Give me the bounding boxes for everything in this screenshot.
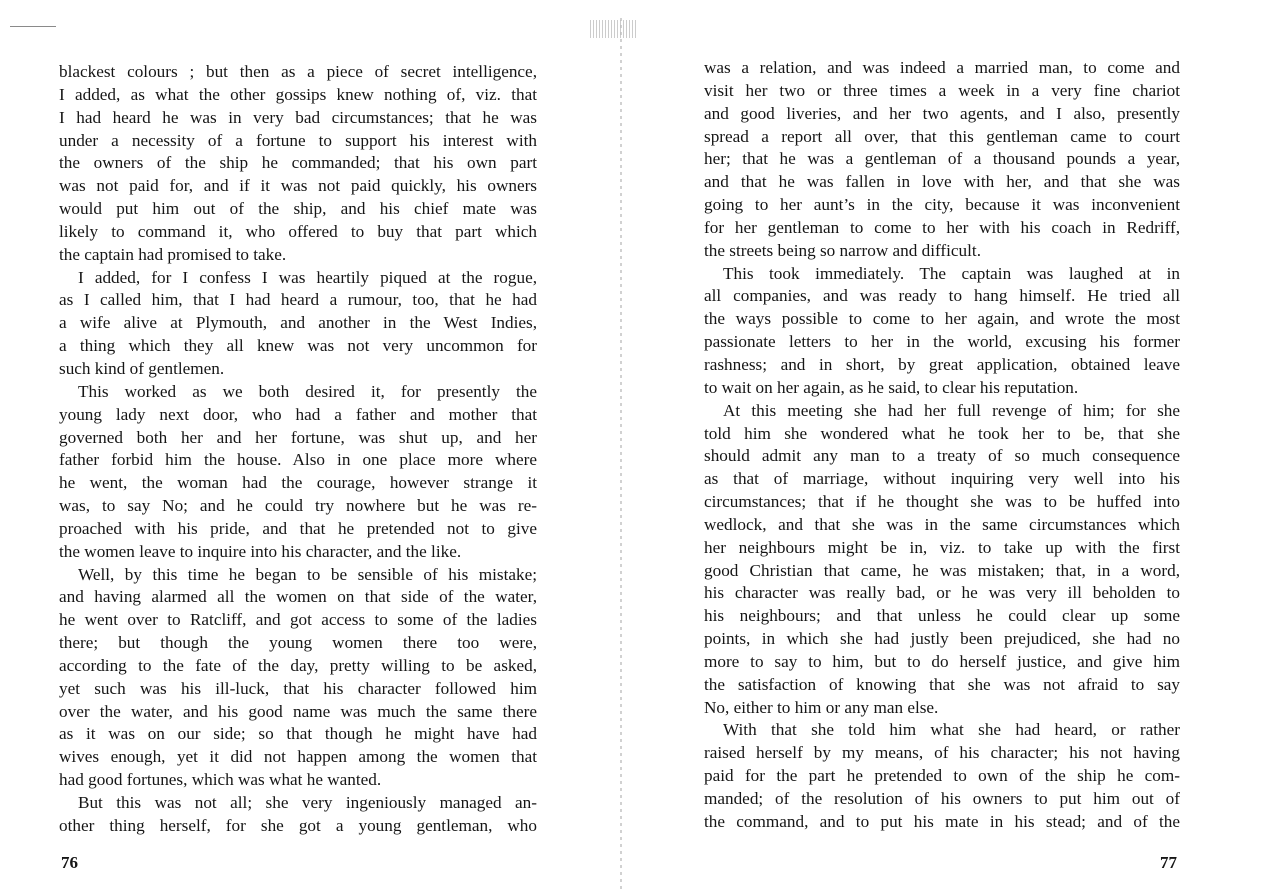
text-line: This took immediately. The captain was laughed at in xyxy=(723,263,1180,283)
text-line: her; that he was a gentleman of a thousand pounds a year, xyxy=(704,149,1180,169)
text-line: he went, the woman had the courage, however strange it xyxy=(59,473,537,493)
text-line: he went over to Ratcliff, and got access to some of the ladies xyxy=(59,610,537,630)
page-edge-mark xyxy=(10,26,56,27)
text-line: Well, by this time he began to be sensible of his mistake; xyxy=(78,564,537,584)
text-line: the satisfaction of knowing that she was not afraid to say xyxy=(704,674,1180,694)
text-line: good Christian that came, he was mistaken; that, in a word, xyxy=(704,560,1180,580)
text-line: proached with his pride, and that he pretended not to give xyxy=(59,518,537,538)
text-line: wives enough, yet it did not happen among the women that xyxy=(59,747,537,767)
text-line: as I called him, that I had heard a rumour, too, that he had xyxy=(59,290,537,310)
text-line: passionate letters to her in the world, excusing his former xyxy=(704,332,1180,352)
text-line: such kind of gentlemen. xyxy=(59,358,225,378)
page-number: 76 xyxy=(61,853,78,872)
text-line: the ways possible to come to her again, and wrote the most xyxy=(704,309,1180,329)
text-line: her neighbours might be in, viz. to take up with the first xyxy=(704,537,1180,557)
text-line: going to her aunt’s in the city, because it was inconvenient xyxy=(704,195,1180,215)
text-line: as it was on our side; so that though he might have had xyxy=(59,724,537,744)
text-line: the owners of the ship he commanded; that his own part xyxy=(59,153,537,173)
text-line: over the water, and his good name was much the same there xyxy=(59,701,537,721)
text-line: should admit any man to a treaty of so much consequence xyxy=(704,446,1180,466)
text-line: But this was not all; she very ingeniously managed an- xyxy=(78,793,537,812)
text-line: other thing herself, for she got a young gentleman, who xyxy=(59,815,537,835)
text-line: his character was really bad, or he was very ill beholden to xyxy=(704,583,1180,603)
text-line: more to say to him, but to do herself justice, and give him xyxy=(704,651,1180,671)
text-line: for her gentleman to come to her with his coach in Redriff, xyxy=(704,217,1180,237)
text-line: and that he was fallen in love with her, and that she was xyxy=(704,172,1180,192)
text-line: I added, for I confess I was heartily piqued at the rogue, xyxy=(78,267,537,287)
text-line: was not paid for, and if it was not paid quickly, his owners xyxy=(59,176,537,196)
text-line: I added, as what the other gossips knew nothing of, viz. that xyxy=(59,84,537,104)
text-line: was, to say No; and he could try nowhere but he was re- xyxy=(59,496,537,516)
text-line: there; but though the young women there too were, xyxy=(59,633,537,653)
text-line: told him she wondered what he took her to be, that she xyxy=(704,423,1180,443)
text-line: had good fortunes, which was what he wanted. xyxy=(59,770,382,790)
text-line: a wife alive at Plymouth, and another in the West Indies, xyxy=(59,313,537,333)
text-line: father forbid him the house. Also in one place more where xyxy=(59,450,537,470)
text-line: At this meeting she had her full revenge of him; for she xyxy=(723,400,1180,420)
text-line: the women leave to inquire into his character, and the like. xyxy=(59,541,462,561)
text-line: raised herself by my means, of his character; his not having xyxy=(704,743,1180,763)
text-line: would put him out of the ship, and his chief mate was xyxy=(59,199,537,219)
text-line: I had heard he was in very bad circumstances; that he was xyxy=(59,107,537,127)
text-line: his neighbours; and that unless he could clear up some xyxy=(704,606,1180,626)
text-line: as that of marriage, without inquiring very well into his xyxy=(704,469,1180,489)
text-line: a thing which they all knew was not very uncommon for xyxy=(59,336,537,356)
text-line: governed both her and her fortune, was shut up, and her xyxy=(59,427,537,447)
text-line: likely to command it, who offered to buy that part which xyxy=(59,221,537,241)
text-line: was a relation, and was indeed a married man, to come and xyxy=(704,58,1180,77)
text-line: points, in which she had justly been prejudiced, she had no xyxy=(704,629,1180,649)
text-line: the command, and to put his mate in his stead; and of the xyxy=(704,811,1180,831)
text-line: This worked as we both desired it, for presently the xyxy=(78,381,537,401)
text-line: young lady next door, who had a father and mother that xyxy=(59,404,537,424)
text-line: No, either to him or any man else. xyxy=(704,697,939,717)
text-line: yet such was his ill-luck, that his character followed him xyxy=(59,678,537,698)
left-page-text xyxy=(59,61,537,838)
page-number: 77 xyxy=(1160,853,1177,872)
gutter-fold xyxy=(620,18,622,893)
text-line: and having alarmed all the women on that side of the water, xyxy=(59,587,537,607)
right-page xyxy=(624,0,1264,893)
text-line: spread a report all over, that this gentleman came to court xyxy=(704,126,1180,146)
text-line: circumstances; that if he thought she was to be huffed into xyxy=(704,492,1180,512)
text-line: under a necessity of a fortune to support his interest with xyxy=(59,130,537,150)
right-page-text xyxy=(704,57,1180,834)
text-line: wedlock, and that she was in the same circumstances which xyxy=(704,514,1180,534)
text-line: paid for the part he pretended to own of the ship he com- xyxy=(704,766,1180,786)
text-line: With that she told him what she had heard, or rather xyxy=(723,720,1180,740)
text-line: all companies, and was ready to hang himself. He tried all xyxy=(704,286,1180,306)
text-line: according to the fate of the day, pretty willing to be asked, xyxy=(59,655,537,675)
left-page xyxy=(0,0,620,893)
text-line: rashness; and in short, by great application, obtained leave xyxy=(704,354,1180,374)
text-line: to wait on her again, as he said, to clear his reputation. xyxy=(704,377,1079,397)
text-line: manded; of the resolution of his owners to put him out of xyxy=(704,789,1180,808)
text-line: the streets being so narrow and difficult. xyxy=(704,240,981,260)
text-line: blackest colours ; but then as a piece of secret intelligence, xyxy=(59,62,537,81)
text-line: visit her two or three times a week in a very fine chariot xyxy=(704,80,1180,100)
text-line: and good liveries, and her two agents, and I also, presently xyxy=(704,103,1180,123)
text-line: the captain had promised to take. xyxy=(59,244,287,264)
